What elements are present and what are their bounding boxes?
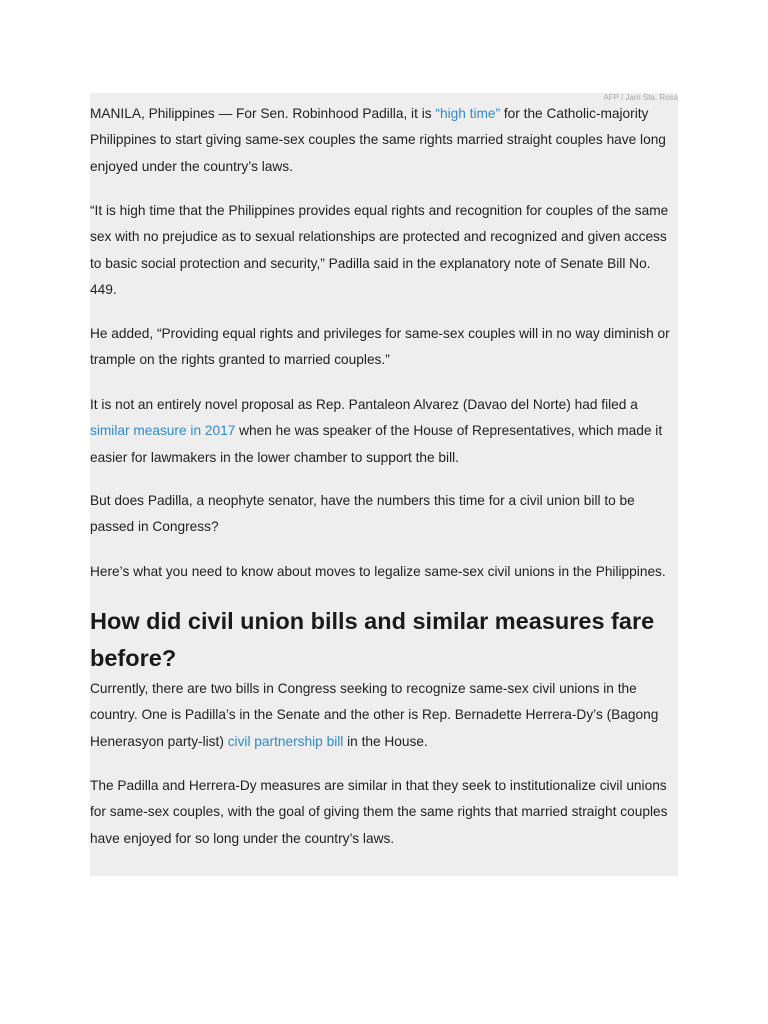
paragraph-added: He added, “Providing equal rights and privileges for same-sex couples will in no way diminish or trample on the rights granted to married couples.” (90, 326, 670, 368)
paragraph-alvarez (90, 392, 680, 471)
paragraph-explainer: Here’s what you need to know about moves to legalize same-sex civil unions in the Philippines. (90, 564, 666, 579)
similar-measure-link[interactable]: similar measure in 2017 (90, 423, 236, 439)
paragraph-text: Currently, there are two bills in Congress seeking to recognize same-sex civil unions in the country. One is Padilla’s in the Senate and the other is Rep. Bernadette Herrera-Dy’s (Bagong Henerasyon party-list) (90, 681, 659, 749)
paragraph-question: But does Padilla, a neophyte senator, have the numbers this time for a civil union bill to be passed in Congress? (90, 493, 635, 535)
paragraph-bills (90, 676, 680, 755)
high-time-link[interactable]: “high time” (435, 106, 501, 121)
paragraph-text: It is not an entirely novel proposal as Rep. Pantaleon Alvarez (Davao del Norte) had filed a (90, 397, 638, 412)
paragraph-text: when he was speaker of the House of Representatives, which made it easier for lawmakers in the lower chamber to support the bill. (90, 423, 663, 465)
civil-partnership-bill-link[interactable]: civil partnership bill (227, 733, 344, 749)
article-body (90, 93, 678, 876)
paragraph-intro (90, 101, 680, 180)
paragraph-text: in the House. (343, 733, 428, 749)
paragraph-text: MANILA, Philippines — For Sen. Robinhood Padilla, it is (90, 106, 436, 121)
photo-credit: AFP / Jam Sta. Rosa (603, 93, 678, 102)
paragraph-text: for the Catholic-majority Philippines to start giving same-sex couples the same rights married straight couples have long enjoyed under the country’s laws. (90, 106, 666, 174)
paragraph-quote: “It is high time that the Philippines provides equal rights and recognition for couples of the same sex with no prejudice as to sexual relationships are protected and recognized and given access to basic social protection and security,” Padilla said in the explanatory note of Senate Bill No. 449. (90, 203, 669, 297)
paragraph-measures: The Padilla and Herrera-Dy measures are similar in that they seek to institutionalize civil unions for same-sex couples, with the goal of giving them the same rights that married straight couples have enjoyed for so long under the country’s laws. (90, 778, 668, 846)
section-heading: How did civil union bills and similar measures fare before? (90, 608, 655, 671)
